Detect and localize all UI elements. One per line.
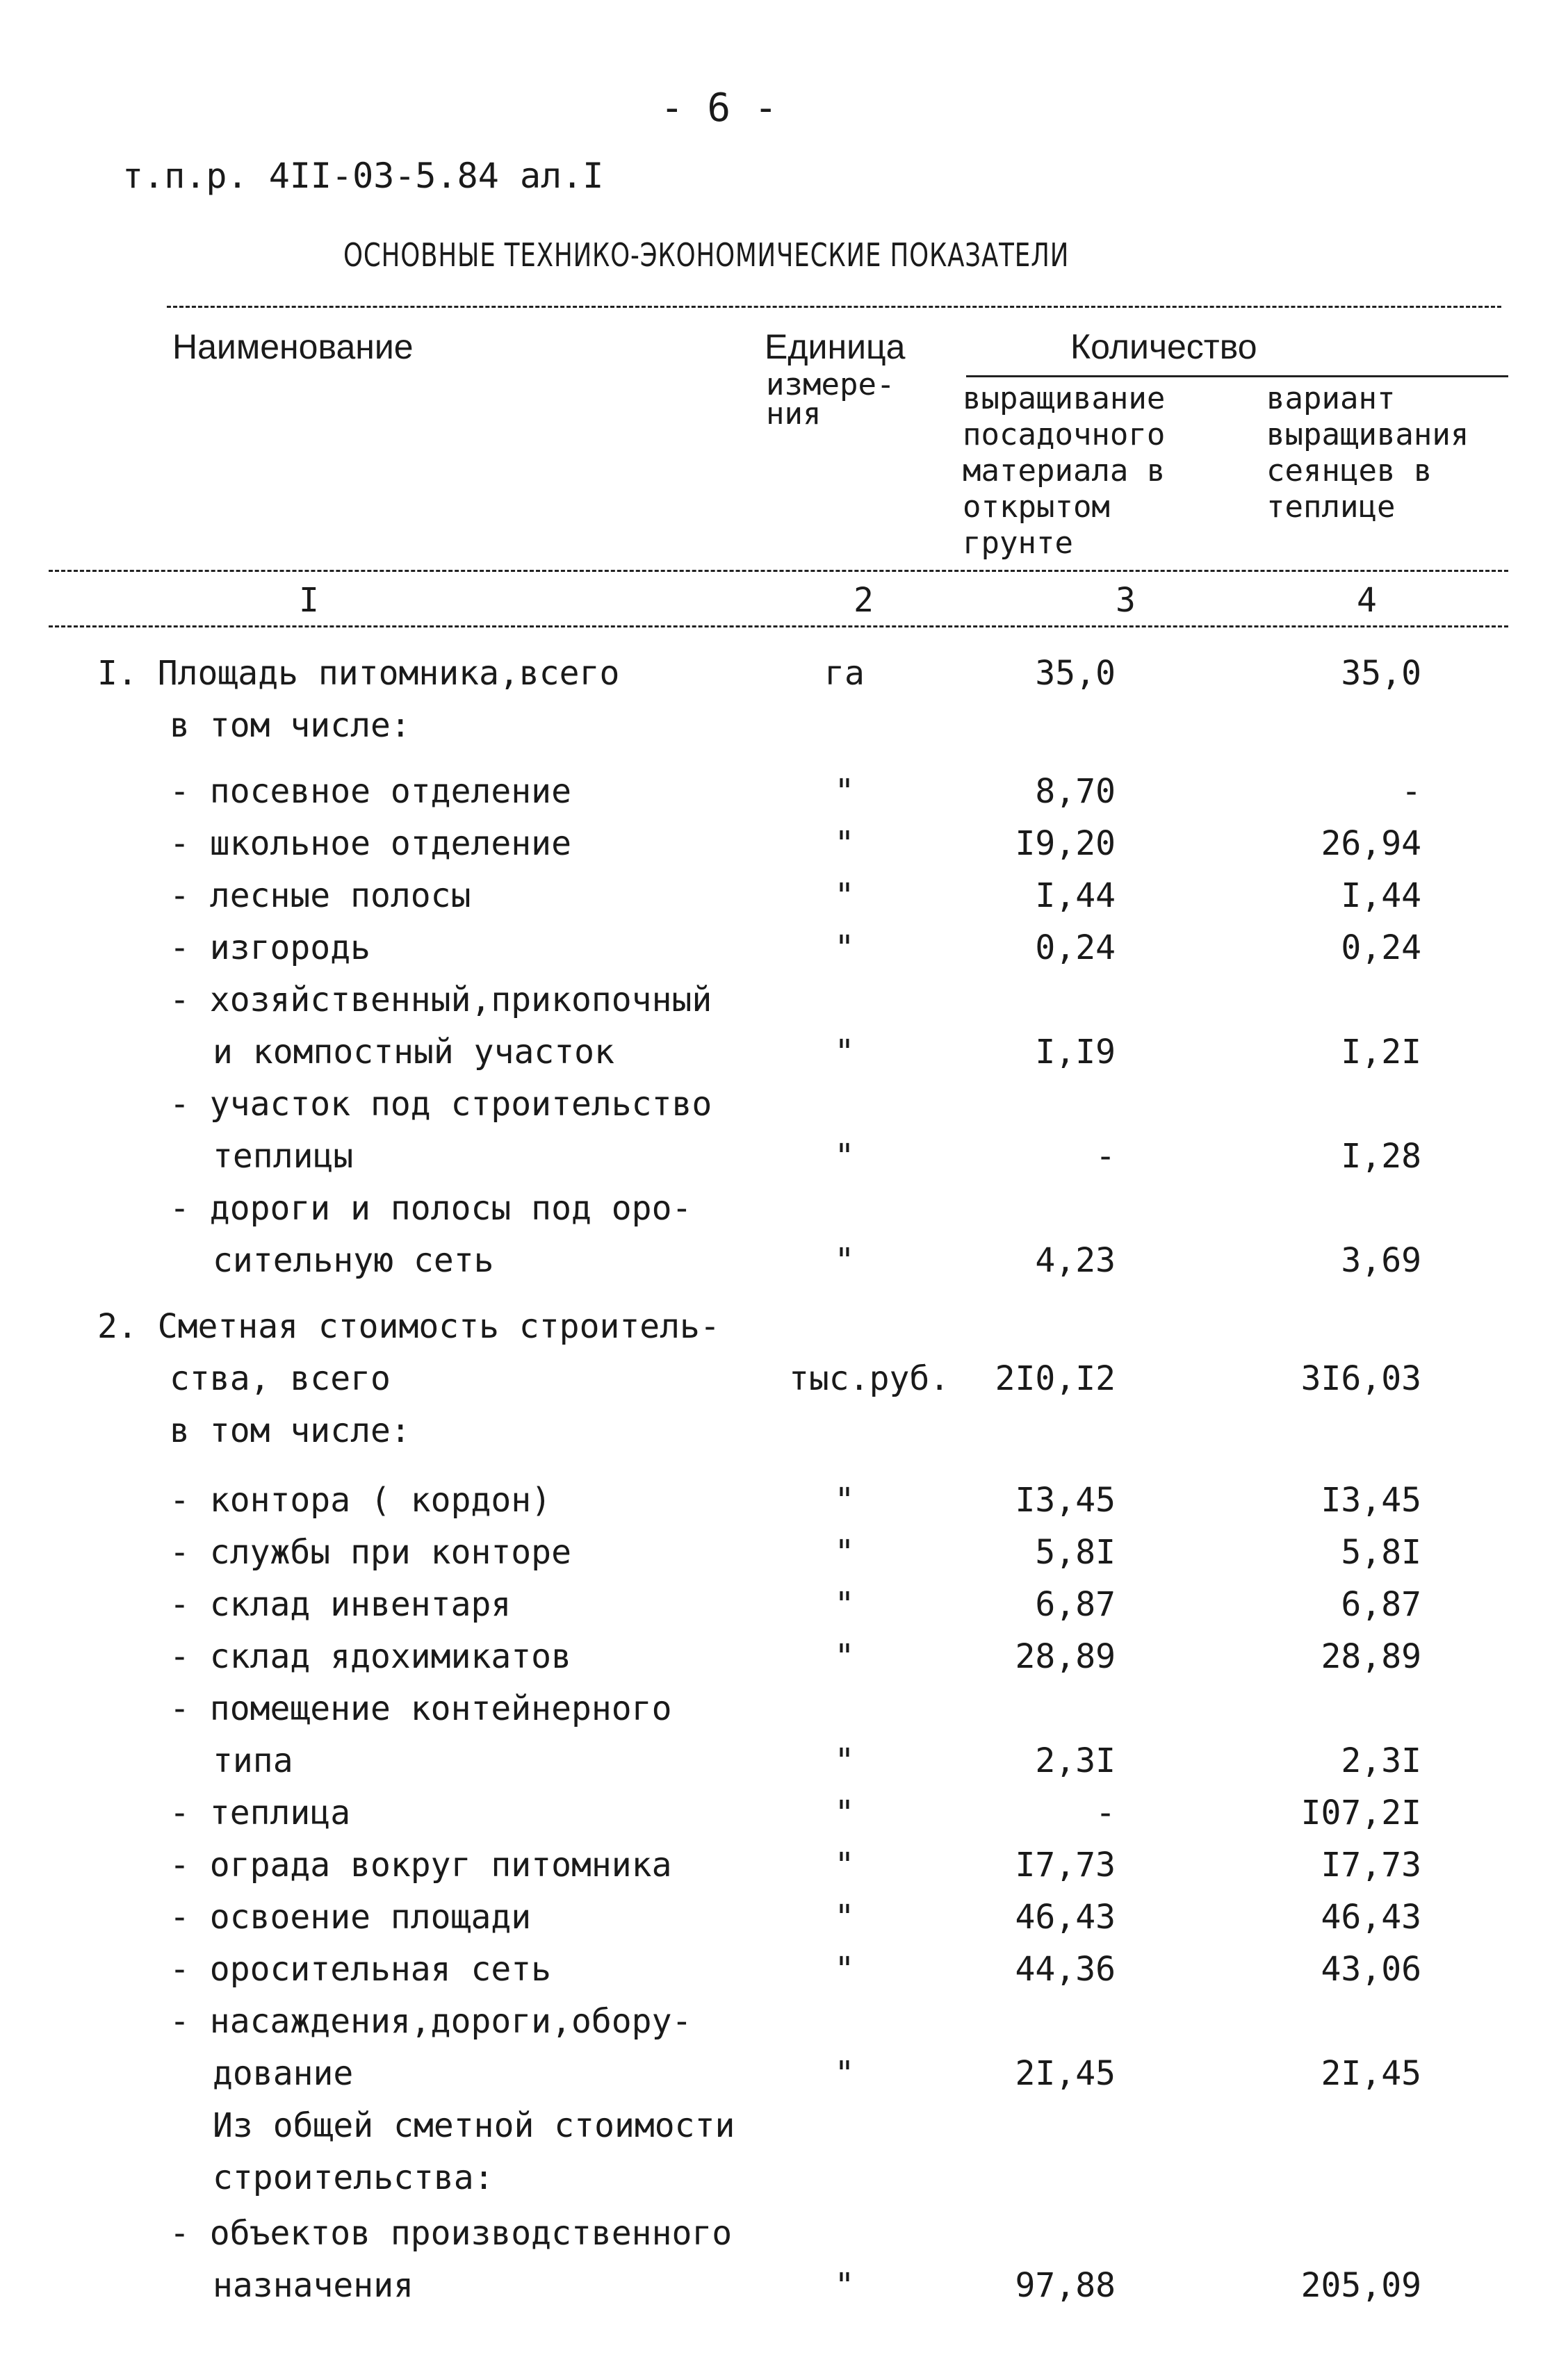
row-unit: ": [834, 2266, 855, 2305]
header-col3-line: грунте: [963, 525, 1073, 561]
row-value-col3: 2I0,I2: [995, 1359, 1116, 1398]
row-label: в том числе:: [170, 706, 411, 745]
row-label: сительную сеть: [213, 1241, 494, 1280]
row-value-col4: I7,73: [1321, 1846, 1421, 1885]
row-label: - контора ( кордон): [170, 1481, 552, 1520]
row-unit: ": [834, 1950, 855, 1989]
header-unit-line2: измере-: [766, 367, 895, 402]
row-label: - освоение площади: [170, 1898, 532, 1937]
col-number-1: I: [299, 581, 319, 620]
header-col4-line: выращивания: [1266, 417, 1469, 452]
header-col3-line: материала в: [963, 453, 1166, 489]
row-unit: га: [824, 654, 865, 693]
page-number: - 6 -: [660, 85, 778, 131]
header-bottom-rule: [49, 570, 1508, 572]
row-label: дование: [213, 2054, 354, 2093]
row-unit: ": [834, 928, 855, 967]
row-unit: ": [834, 1794, 855, 1832]
row-value-col3: -: [1095, 1137, 1116, 1176]
header-name: Наименование: [172, 327, 414, 366]
row-value-col4: I,2I: [1341, 1033, 1421, 1072]
row-value-col3: 97,88: [1015, 2266, 1116, 2305]
row-label: 2. Сметная стоимость строитель-: [97, 1307, 720, 1346]
row-label: - изгородь: [170, 928, 370, 967]
row-value-col3: I3,45: [1015, 1481, 1116, 1520]
table-top-rule: [167, 306, 1501, 308]
row-label: - склад ядохимикатов: [170, 1637, 571, 1676]
row-unit: ": [834, 1241, 855, 1280]
row-label: - ограда вокруг питомника: [170, 1846, 672, 1885]
row-label: - хозяйственный,прикопочный: [170, 980, 712, 1019]
col-number-4: 4: [1357, 581, 1377, 620]
row-label: - оросительная сеть: [170, 1950, 552, 1989]
row-value-col4: 2,3I: [1341, 1741, 1421, 1780]
row-value-col4: 5,8I: [1341, 1533, 1421, 1572]
row-value-col3: 2I,45: [1015, 2054, 1116, 2093]
header-col4: [1266, 381, 1469, 525]
header-col3-line: открытом: [963, 489, 1110, 525]
row-value-col3: 44,36: [1015, 1950, 1116, 1989]
row-unit: тыс.руб.: [789, 1359, 950, 1398]
row-unit: ": [834, 1898, 855, 1937]
row-value-col3: 28,89: [1015, 1637, 1116, 1676]
header-col4-line: вариант: [1266, 381, 1396, 416]
row-value-col3: I,44: [1035, 876, 1116, 915]
row-label: - лесные полосы: [170, 876, 471, 915]
row-unit: ": [834, 876, 855, 915]
row-label: строительства:: [213, 2158, 494, 2197]
row-unit: ": [834, 1741, 855, 1780]
row-value-col3: 6,87: [1035, 1585, 1116, 1624]
row-unit: ": [834, 824, 855, 863]
row-value-col4: 2I,45: [1321, 2054, 1421, 2093]
row-value-col3: 5,8I: [1035, 1533, 1116, 1572]
row-unit: ": [834, 1533, 855, 1572]
col-number-2: 2: [854, 581, 874, 620]
row-value-col4: 28,89: [1321, 1637, 1421, 1676]
row-label: - дороги и полосы под оро-: [170, 1189, 692, 1228]
row-value-col3: 35,0: [1035, 654, 1116, 693]
row-label: - помещение контейнерного: [170, 1689, 672, 1728]
header-quantity-rule: [966, 375, 1508, 377]
header-unit-line3: ния: [766, 396, 822, 432]
header-quantity: Количество: [1070, 327, 1257, 366]
header-col3: [963, 381, 1165, 561]
row-value-col4: 3,69: [1341, 1241, 1421, 1280]
row-unit: ": [834, 1481, 855, 1520]
col-number-3: 3: [1116, 581, 1136, 620]
row-label: Из общей сметной стоимости: [213, 2106, 735, 2145]
row-value-col4: I3,45: [1321, 1481, 1421, 1520]
row-label: теплицы: [213, 1137, 354, 1176]
row-value-col3: 0,24: [1035, 928, 1116, 967]
row-label: типа: [213, 1741, 293, 1780]
page-title: ОСНОВНЫЕ ТЕХНИКО-ЭКОНОМИЧЕСКИЕ ПОКАЗАТЕЛИ: [343, 236, 1070, 274]
row-label: - объектов производственного: [170, 2214, 733, 2253]
header-col4-line: теплице: [1266, 489, 1396, 525]
row-label: - школьное отделение: [170, 824, 571, 863]
row-value-col3: I,I9: [1035, 1033, 1116, 1072]
row-value-col3: 2,3I: [1035, 1741, 1116, 1780]
col-number-rule: [49, 625, 1508, 627]
row-label: - теплица: [170, 1794, 351, 1832]
row-unit: ": [834, 1137, 855, 1176]
row-label: - насаждения,дороги,обору-: [170, 2002, 692, 2041]
row-value-col4: I07,2I: [1300, 1794, 1421, 1832]
row-label: и компостный участок: [213, 1033, 614, 1072]
row-value-col3: 46,43: [1015, 1898, 1116, 1937]
row-label: - склад инвентаря: [170, 1585, 512, 1624]
row-value-col3: I7,73: [1015, 1846, 1116, 1885]
row-label: ства, всего: [170, 1359, 391, 1398]
document-reference: т.п.р. 4II-03-5.84 ал.I: [122, 156, 604, 196]
row-label: назначения: [213, 2266, 414, 2305]
row-unit: ": [834, 1637, 855, 1676]
header-col3-line: выращивание: [963, 381, 1166, 416]
row-value-col3: I9,20: [1015, 824, 1116, 863]
row-value-col4: I,44: [1341, 876, 1421, 915]
row-label: в том числе:: [170, 1411, 411, 1450]
row-value-col3: -: [1095, 1794, 1116, 1832]
row-unit: ": [834, 1033, 855, 1072]
row-value-col4: 26,94: [1321, 824, 1421, 863]
header-col4-line: сеянцев в: [1266, 453, 1433, 489]
row-value-col4: I,28: [1341, 1137, 1421, 1176]
row-label: - посевное отделение: [170, 772, 571, 811]
row-value-col4: 3I6,03: [1300, 1359, 1421, 1398]
row-value-col4: 6,87: [1341, 1585, 1421, 1624]
row-unit: ": [834, 2054, 855, 2093]
row-unit: ": [834, 1846, 855, 1885]
header-col3-line: посадочного: [963, 417, 1166, 452]
row-label: I. Площадь питомника,всего: [97, 654, 620, 693]
row-value-col3: 4,23: [1035, 1241, 1116, 1280]
header-unit-line1: Единица: [765, 327, 906, 366]
row-value-col4: 205,09: [1300, 2266, 1421, 2305]
row-value-col4: 0,24: [1341, 928, 1421, 967]
row-label: - службы при конторе: [170, 1533, 571, 1572]
row-unit: ": [834, 772, 855, 811]
row-value-col4: 35,0: [1341, 654, 1421, 693]
row-unit: ": [834, 1585, 855, 1624]
row-value-col4: 46,43: [1321, 1898, 1421, 1937]
row-value-col4: 43,06: [1321, 1950, 1421, 1989]
row-value-col4: -: [1401, 772, 1421, 811]
row-value-col3: 8,70: [1035, 772, 1116, 811]
row-label: - участок под строительство: [170, 1085, 712, 1124]
